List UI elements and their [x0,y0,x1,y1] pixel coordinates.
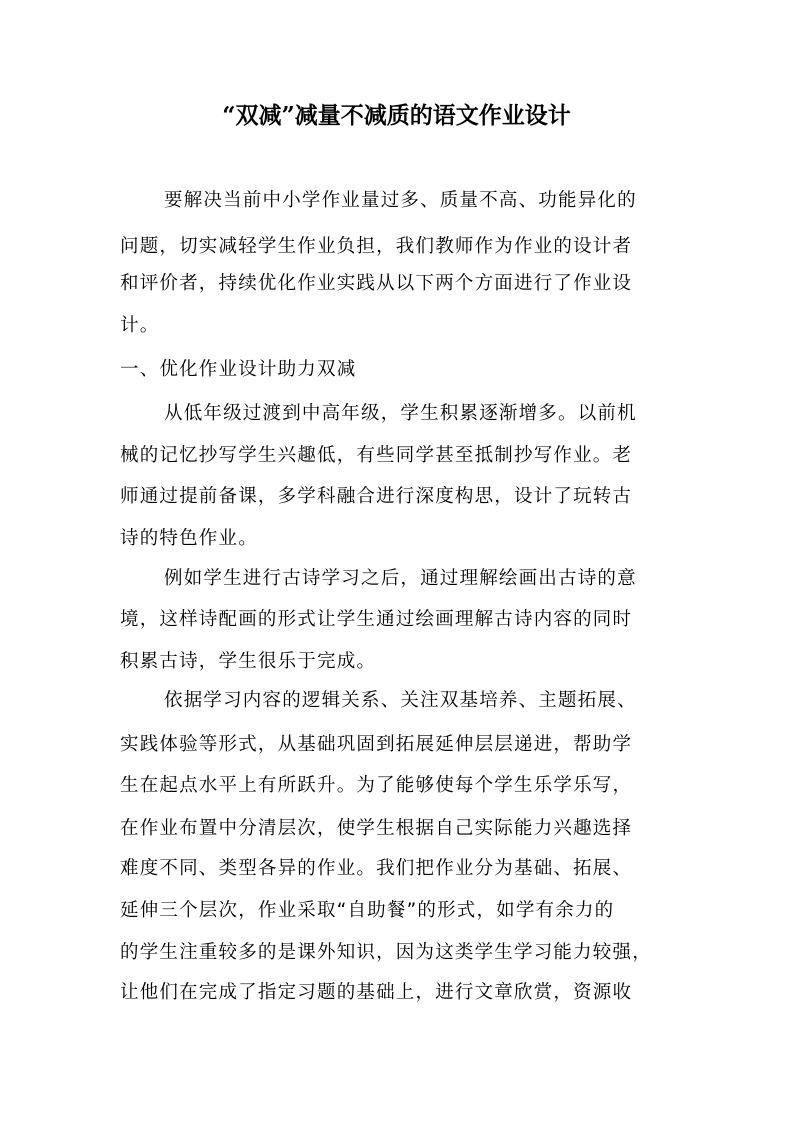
paragraph-line: 和评价者，持续优化作业实践从以下两个方面进行了作业设 [120,273,633,294]
paragraph-line: 计。 [120,315,160,336]
paragraph-line: 师通过提前备课，多学科融合进行深度构思，设计了玩转古 [120,486,633,507]
paragraph-line: 让他们在完成了指定习题的基础上，进行文章欣赏，资源收 [120,982,633,1003]
section-heading: 一、优化作业设计助力双减 [120,359,357,380]
paragraph-line: 的学生注重较多的是课外知识，因为这类学生学习能力较强， [120,942,652,963]
document-title: “双减”减量不减质的语文作业设计 [222,102,571,129]
paragraph-line: 例如学生进行古诗学习之后，通过理解绘画出古诗的意 [164,568,637,589]
paragraph-line: 实践体验等形式，从基础巩固到拓展延伸层层递进，帮助学 [120,734,633,755]
paragraph-line: 生在起点水平上有所跃升。为了能够使每个学生乐学乐写， [120,775,633,796]
paragraph-line: 境，这样诗配画的形式让学生通过绘画理解古诗内容的同时 [120,609,633,630]
paragraph-line: 问题，切实减轻学生作业负担，我们教师作为作业的设计者 [120,236,633,257]
paragraph-line: 在作业布置中分清层次，使学生根据自己实际能力兴趣选择 [120,818,633,839]
paragraph-line: 诗的特色作业。 [120,528,258,549]
paragraph-line: 难度不同、类型各异的作业。我们把作业分为基础、拓展、 [120,858,633,879]
paragraph-line: 从低年级过渡到中高年级，学生积累逐渐增多。以前机 [164,403,637,424]
paragraph-line: 要解决当前中小学作业量过多、质量不高、功能异化的 [164,190,637,211]
paragraph-line: 延伸三个层次，作业采取“自助餐”的形式，如学有余力的 [120,900,615,921]
paragraph-line: 积累古诗，学生很乐于完成。 [120,651,377,672]
paragraph-line: 依据学习内容的逻辑关系、关注双基培养、主题拓展、 [164,690,637,711]
paragraph-line: 械的记忆抄写学生兴趣低，有些同学甚至抵制抄写作业。老 [120,445,633,466]
